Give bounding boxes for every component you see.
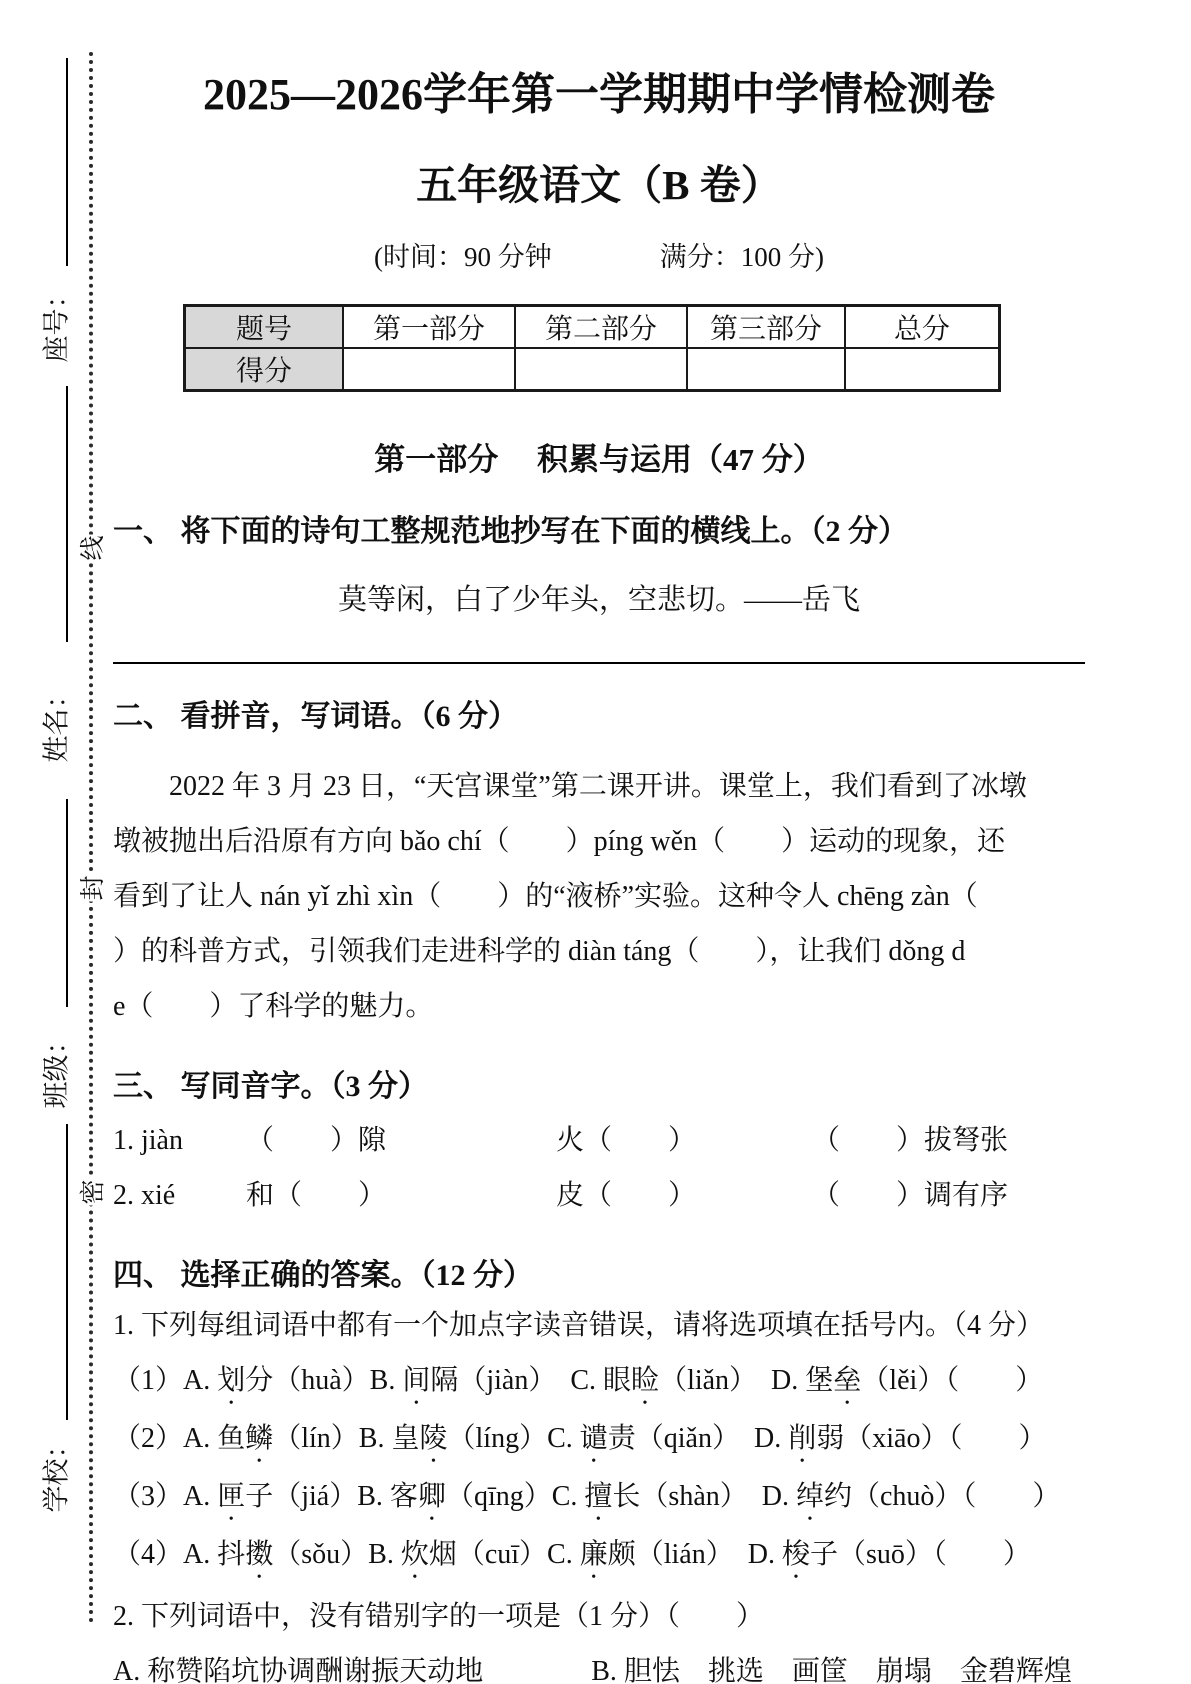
question2-choice-b: B. 胆怯 挑选 画筐 崩塌 金碧辉煌 — [591, 1656, 1072, 1684]
score-row-label-cell: 得分 — [185, 348, 344, 391]
seal-char-feng: 封 — [69, 874, 113, 901]
paragraph-line: 2022 年 3 月 23 日，“天宫课堂”第二课开讲。课堂上，我们看到了冰墩 — [113, 771, 1027, 802]
question2-choices — [113, 1644, 1085, 1684]
score-blank-cell — [515, 348, 687, 391]
seal-dotted-line — [89, 52, 93, 1624]
seat-number-label: 座号： — [41, 281, 72, 363]
question1-text: 1. 下列每组词语中都有一个加点字读音错误，请将选项填在括号内。（4 分） — [113, 1310, 1045, 1341]
question1-option-line: （4）A. 抖擞（sǒu）B. 炊烟（cuī）C. 廉颇（lián） D. 梭子（suō）（ ） — [113, 1539, 1031, 1570]
score-table-header-cell: 总分 — [845, 306, 1000, 349]
pinyin-paragraph — [113, 759, 1085, 1034]
homophone-row — [113, 1168, 1085, 1223]
score-table-header-row — [185, 306, 1000, 349]
paragraph-line: 看到了让人 nán yǐ zhì xìn（ ）的“液桥”实验。这种令人 chēng zàn（ — [113, 881, 978, 912]
score-blank-cell — [343, 348, 515, 391]
school-label: 学校： — [41, 1431, 72, 1513]
seat-number-blank-line — [66, 58, 68, 266]
paragraph-line: e（ ）了科学的魅力。 — [113, 991, 434, 1022]
poem-line: 莫等闲，白了少年头，空悲切。——岳飞 — [337, 584, 860, 616]
question2-choice-a: A. 称赞陷坑协调酬谢振天动地 — [113, 1656, 484, 1684]
school-blank-line — [66, 1124, 68, 1420]
homophone-rows — [113, 1113, 1085, 1223]
seal-char-mi: 密 — [69, 1178, 113, 1205]
homophone-item: （ ）隙 — [246, 1125, 387, 1156]
score-table-header-cell: 第三部分 — [687, 306, 845, 349]
homophone-row — [113, 1113, 1085, 1168]
question1-option-line: （1）A. 划分（huà）B. 间隔（jiàn） C. 眼睑（liǎn） D. 堡垒（lěi）（ ） — [113, 1365, 1044, 1396]
copy-answer-line — [113, 662, 1085, 664]
name-blank-line — [66, 386, 68, 642]
homophone-item: （ ）拔弩张 — [812, 1125, 1009, 1156]
exam-subtitle: 五年级语文（B 卷） — [416, 162, 782, 208]
score-table-header-cell: 题号 — [185, 306, 344, 349]
section4-heading: 四、 选择正确的答案。（12 分） — [113, 1259, 533, 1292]
homophone-item: （ ）调有序 — [812, 1180, 1009, 1211]
name-label: 姓名： — [41, 681, 72, 763]
class-blank-line — [66, 799, 68, 1007]
paragraph-line: 墩被抛出后沿原有方向 bǎo chí（ ）píng wěn（ ）运动的现象，还 — [113, 826, 1006, 857]
class-label: 班级： — [41, 1027, 72, 1109]
question1-option-line: （2）A. 鱼鳞（lín）B. 皇陵（líng）C. 谴责（qiǎn） D. 削弱（xiāo）（ ） — [113, 1423, 1047, 1454]
exam-title: 2025—2026学年第一学期期中学情检测卷 — [203, 70, 995, 119]
score-blank-cell — [687, 348, 845, 391]
exam-time-score-info: (时间：90 分钟 满分：100 分) — [374, 242, 824, 272]
score-table — [183, 304, 1001, 392]
section2-heading: 二、 看拼音，写词语。（6 分） — [113, 700, 518, 733]
seal-char-xian: 线 — [69, 534, 113, 561]
score-table-header-cell: 第二部分 — [515, 306, 687, 349]
homophone-pinyin: 1. jiàn — [113, 1125, 183, 1156]
exam-content — [113, 58, 1085, 1684]
homophone-pinyin: 2. xié — [113, 1180, 176, 1211]
score-blank-cell — [845, 348, 1000, 391]
part1-heading: 第一部分 积累与运用（47 分） — [374, 442, 824, 477]
homophone-item: 皮（ ） — [556, 1180, 697, 1211]
question2-block — [113, 1589, 1085, 1684]
question1-option-line: （3）A. 匣子（jiá）B. 客卿（qīng）C. 擅长（shàn） D. 绰约（chuò）（ ） — [113, 1481, 1061, 1512]
paragraph-line: ）的科普方式，引领我们走进科学的 diàn táng（ ），让我们 dǒng d — [113, 936, 966, 967]
score-table-score-row — [185, 348, 1000, 391]
question2-text: 2. 下列词语中，没有错别字的一项是（1 分）（ ） — [113, 1601, 765, 1632]
question1-block — [113, 1298, 1085, 1585]
homophone-item: 火（ ） — [556, 1125, 697, 1156]
section1-heading: 一、 将下面的诗句工整规范地抄写在下面的横线上。（2 分） — [113, 515, 908, 548]
section3-heading: 三、 写同音字。（3 分） — [113, 1070, 428, 1103]
homophone-item: 和（ ） — [246, 1180, 387, 1211]
score-table-header-cell: 第一部分 — [343, 306, 515, 349]
